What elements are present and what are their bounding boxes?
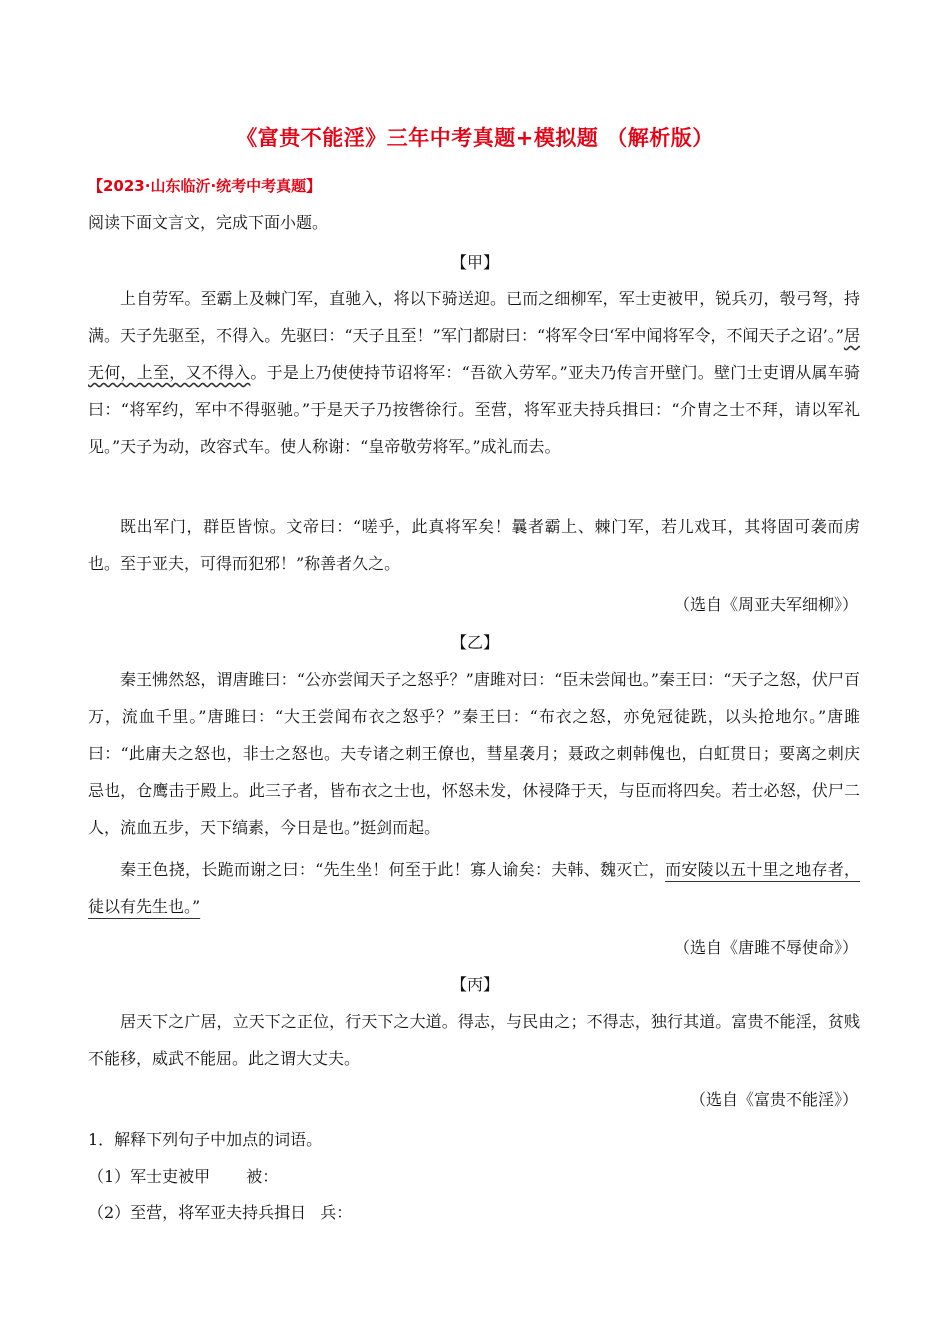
citation-jia: （选自《周亚夫军细柳》） (673, 595, 858, 614)
section-mark-jia: 【甲】 (450, 253, 499, 272)
page-title: 《富贵不能淫》三年中考真题+模拟题 （解析版） (236, 126, 714, 150)
question-item-word: 被： (246, 1167, 279, 1186)
passage-yi-paragraph-1: 秦王怫然怒，谓唐雎曰：“公亦尝闻天子之怒乎？”唐雎对曰：“臣未尝闻也。”秦王曰：“天子之怒，伏尸百万，流血千里。”唐雎曰：“大王尝闻布衣之怒乎？”秦王曰：“布衣之怒，亦免冠徒跣，以头抢地尔。”唐雎曰：“此庸夫之怒也，非士之怒也。夫专诸之刺王僚也，彗星袭月；聂政之刺韩傀也，白虹贯日；要离之刺庆忌也，仓鹰击于殿上。此三子者，皆布衣之士也，怀怒未发，休祲降于天，与臣而将四矣。若士必怒，伏尸二人，流血五步，天下缟素，今日是也。”挺剑而起。 (88, 670, 860, 837)
passage-yi-paragraph-2 (88, 851, 860, 925)
section-mark-bing: 【丙】 (450, 975, 499, 994)
passage-jia-paragraph-1 (88, 280, 860, 465)
question-item (88, 1164, 278, 1187)
question-item-label: （2）至营，将军亚夫持兵揖日 (88, 1203, 307, 1222)
question-stem: 1．解释下列句子中加点的词语。 (88, 1130, 323, 1149)
question-item-word: 兵： (320, 1203, 353, 1222)
passage-text: 。于是上乃使使持节诏将军：“吾欲入劳军。”亚夫乃传言开壁门。壁门士吏谓从属车骑曰：“将军约，军中不得驱驰。”于是天子乃按辔徐行。至营，将军亚夫持兵揖曰：“介胄之士不拜，请以军礼见。”天子为动，改容式车。使人称谢：“皇帝敬劳将军。”成礼而去。 (88, 363, 860, 456)
passage-text: 秦王色挠，长跪而谢之曰：“先生坐！何至于此！寡人谕矣：夫韩、魏灭亡， (120, 860, 666, 879)
wavy-underlined-sentence: 居无何，上至，又不得入 (88, 326, 860, 382)
question-item (88, 1200, 352, 1223)
underlined-sentence: 而安陵以五十里之地存者，徒以有先生也。” (88, 860, 860, 916)
passage-text: 上自劳军。至霸上及棘门军，直驰入，将以下骑送迎。已而之细柳军，军士吏被甲，锐兵刃，彀弓弩，持满。天子先驱至，不得入。先驱曰：“天子且至！”军门都尉曰：“将军令曰‘军中闻将军令，不闻天子之诏’。” (88, 289, 860, 345)
section-mark-yi: 【乙】 (450, 633, 499, 652)
reading-instruction: 阅读下面文言文，完成下面小题。 (88, 213, 329, 232)
passage-jia-paragraph-2: 既出军门，群臣皆惊。文帝曰：“嗟乎，此真将军矣！曩者霸上、棘门军，若儿戏耳，其将固可袭而虏也。至于亚夫，可得而犯邪！”称善者久之。 (88, 517, 860, 573)
exam-source-tag: 【2023·山东临沂·统考中考真题】 (88, 177, 322, 195)
question-item-label: （1）军士吏被甲 (88, 1167, 211, 1186)
citation-bing: （选自《富贵不能淫》） (689, 1090, 858, 1109)
citation-yi: （选自《唐雎不辱使命》） (673, 938, 858, 957)
passage-bing-paragraph-1: 居天下之广居，立天下之正位，行天下之大道。得志，与民由之；不得志，独行其道。富贵不能淫，贫贱不能移，威武不能屈。此之谓大丈夫。 (88, 1012, 860, 1068)
